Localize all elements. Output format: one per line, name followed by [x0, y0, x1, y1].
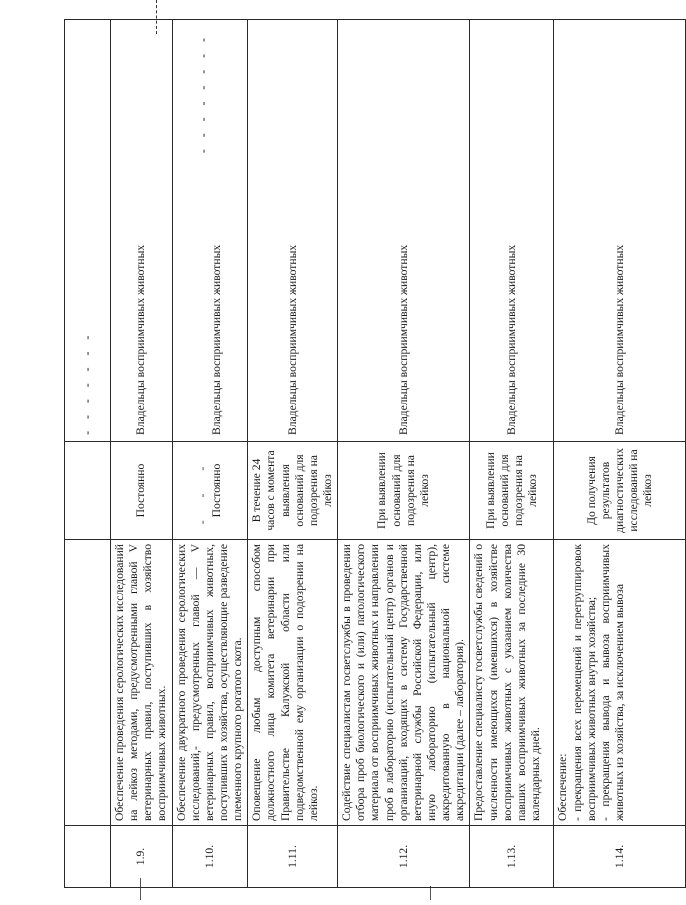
row-number: 1.14.	[554, 826, 686, 888]
row-number	[65, 826, 111, 888]
row-action: Обеспечение двукратного проведения серологических исследований,- предусмотренных главой — V ветеринарных правил, восприимчивых животных, поступивших в хозяйства, осуществляющие разведение племенного крупного рогатого скота.	[172, 540, 248, 826]
row-term-cell	[172, 442, 248, 540]
table-row-continuation	[65, 20, 111, 888]
row-term-strike: - - -	[195, 456, 209, 525]
row-responsible-strike: - - - - - - - -	[195, 34, 210, 154]
row-responsible: Владельцы восприимчивых животных	[470, 20, 554, 442]
table-row-1-14	[554, 20, 686, 888]
table-row-1-9	[111, 20, 173, 888]
row-action: Оповещение любым доступным способом должностного лица комитета ветеринарии при Правительстве Калужской области или подведомственной ему организации о подозрении на лейкоз.	[248, 540, 338, 826]
row-responsible: Владельцы восприимчивых животных	[248, 20, 338, 442]
scan-edge-mark	[430, 886, 431, 900]
row-term: Постоянно	[209, 463, 223, 518]
table-row-1-12	[338, 20, 470, 888]
row-responsible: Владельцы восприимчивых животных	[554, 20, 686, 442]
row-responsible: Владельцы восприимчивых животных	[338, 20, 470, 442]
row-term: Постоянно	[111, 442, 173, 540]
row-number: 1.9.	[111, 826, 173, 888]
rotated-table-container	[64, 20, 655, 888]
row-number: 1.11.	[248, 826, 338, 888]
row-term: До получения результатов диагностических исследований на лейкоз	[554, 442, 686, 540]
row-responsible: Владельцы восприимчивых животных	[111, 20, 173, 442]
table-row-1-10	[172, 20, 248, 888]
row-term: При выявлении оснований для подозрения на лейкоз	[338, 442, 470, 540]
row-term	[65, 442, 111, 540]
veterinary-measures-table	[64, 19, 686, 888]
row-number: 1.12.	[338, 826, 470, 888]
row-action: Предоставление специалисту госветслужбы сведений о численности имеющихся (имевшихся) в хозяйстве восприимчивых животных с указанием количества павших восприимчивых животных за последние 30 календарных дней.	[470, 540, 554, 826]
row-term: В течение 24 часов с момента выявления оснований для подозрения на лейкоз	[248, 442, 338, 540]
row-responsible-cell	[172, 20, 248, 442]
row-responsible: Владельцы восприимчивых животных	[209, 244, 223, 435]
row-term: При выявлении оснований для подозрения на лейкоз	[470, 442, 554, 540]
table-row-1-11	[248, 20, 338, 888]
row-number: 1.10.	[172, 826, 248, 888]
row-number: 1.13.	[470, 826, 554, 888]
row-action: Содействие специалистам госветслужбы в проведении отбора проб биологического и (или) патологического материала от восприимчивых животных и направлении проб в лабораторию (испытательный центр) органов и организаций, входящих в систему Государственной ветеринарной службы Российской Федерации, или иную лабораторию (испытательный центр), аккредитованную в национальной системе аккредитации (далее – лаборатория).	[338, 540, 470, 826]
row-responsible: - - - - - - -	[65, 20, 111, 442]
table-row-1-13	[470, 20, 554, 888]
row-action: Обеспечение: - прекращения всех перемещений и перегруппировок восприимчивых животных внутри хозяйства; - прекращения вывода и вывоза восприимчивых животных из хозяйства, за исключением вывоза	[554, 540, 686, 826]
row-action	[65, 540, 111, 826]
row-action: Обеспечение проведения серологических исследований на лейкоз методами, предусмотренными главой V ветеринарных правил, поступивших в хозяйство восприимчивых животных.	[111, 540, 173, 826]
